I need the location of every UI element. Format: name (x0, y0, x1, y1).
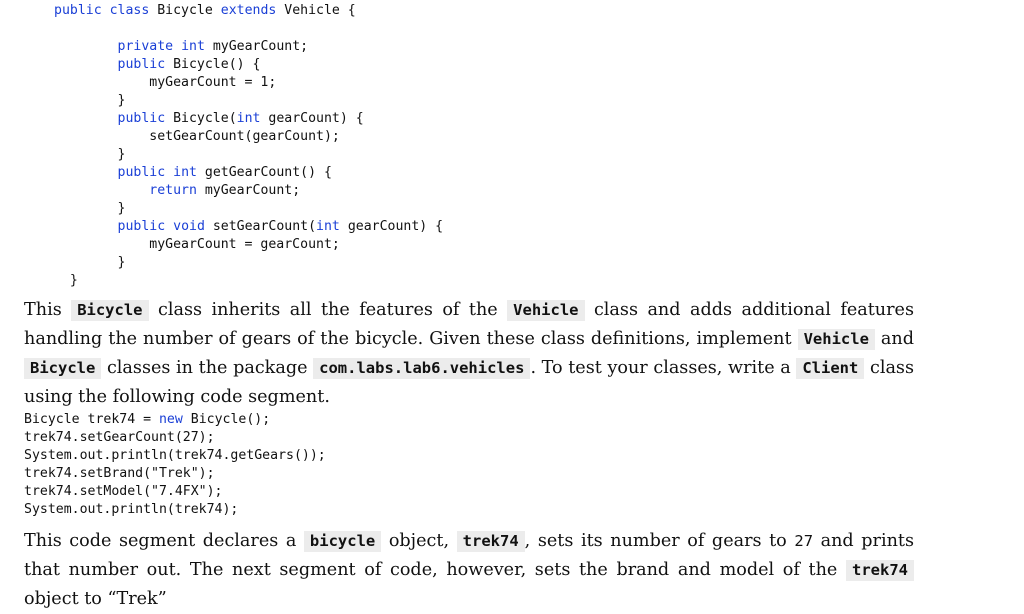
code-line: trek74.setBrand("Trek"); (24, 466, 215, 481)
code-line: setGearCount(gearCount); (54, 129, 340, 144)
keyword: new (158, 412, 183, 427)
gear-number: 27 (794, 532, 814, 550)
keyword: class (109, 3, 150, 18)
code-line: myGearCount = gearCount; (54, 237, 340, 252)
code-line: Bicycle trek74 = new Bicycle(); (24, 412, 271, 427)
explanation-paragraph: This code segment declares a bicycle object, trek74 , sets its number of gears to 27 and prints that number out. The next segment of code, however, sets the brand and model of the trek74 object to “Trek” (24, 531, 914, 609)
code-line: public class Bicycle extends Vehicle { (54, 3, 356, 18)
code-line: } (54, 93, 126, 108)
code-line: } (54, 273, 78, 288)
keyword: extends (220, 3, 277, 18)
code-line: myGearCount = 1; (54, 75, 277, 90)
code-line: return myGearCount; (149, 183, 301, 198)
client-code-block (24, 411, 326, 519)
code-line: trek74.setModel("7.4FX"); (24, 484, 223, 499)
inline-code: Vehicle (798, 329, 875, 350)
code-line: } (54, 147, 126, 162)
inline-code: Vehicle (507, 300, 584, 321)
inline-code: Client (796, 358, 864, 379)
keyword: public (54, 3, 102, 18)
inline-code: bicycle (304, 531, 381, 552)
inline-code: com.labs.lab6.vehicles (313, 358, 530, 379)
class-code-block (54, 2, 443, 290)
code-line: System.out.println(trek74.getGears()); (24, 448, 326, 463)
inline-code: Bicycle (71, 300, 148, 321)
code-line: public void setGearCount(int gearCount) { (117, 219, 444, 234)
code-line: public Bicycle() { (117, 57, 261, 72)
code-line: } (54, 255, 126, 270)
code-line: public Bicycle(int gearCount) { (117, 111, 364, 126)
code-line: private int myGearCount; (117, 39, 309, 54)
code-line: trek74.setGearCount(27); (24, 430, 215, 445)
inline-code: trek74 (846, 560, 914, 581)
code-line: public int getGearCount() { (117, 165, 332, 180)
inline-code: Bicycle (24, 358, 101, 379)
inline-code: trek74 (457, 531, 525, 552)
code-line: } (54, 201, 126, 216)
code-line: System.out.println(trek74); (24, 502, 239, 517)
description-paragraph: This Bicycle class inherits all the features of the Vehicle class and adds additional features handling the number of gears of the bicycle. Given these class definitions, implement Vehicle and Bicycle classes in the package com.labs.lab6.vehicles . To test your classes, write a Client class using the following code segment. (24, 300, 914, 407)
